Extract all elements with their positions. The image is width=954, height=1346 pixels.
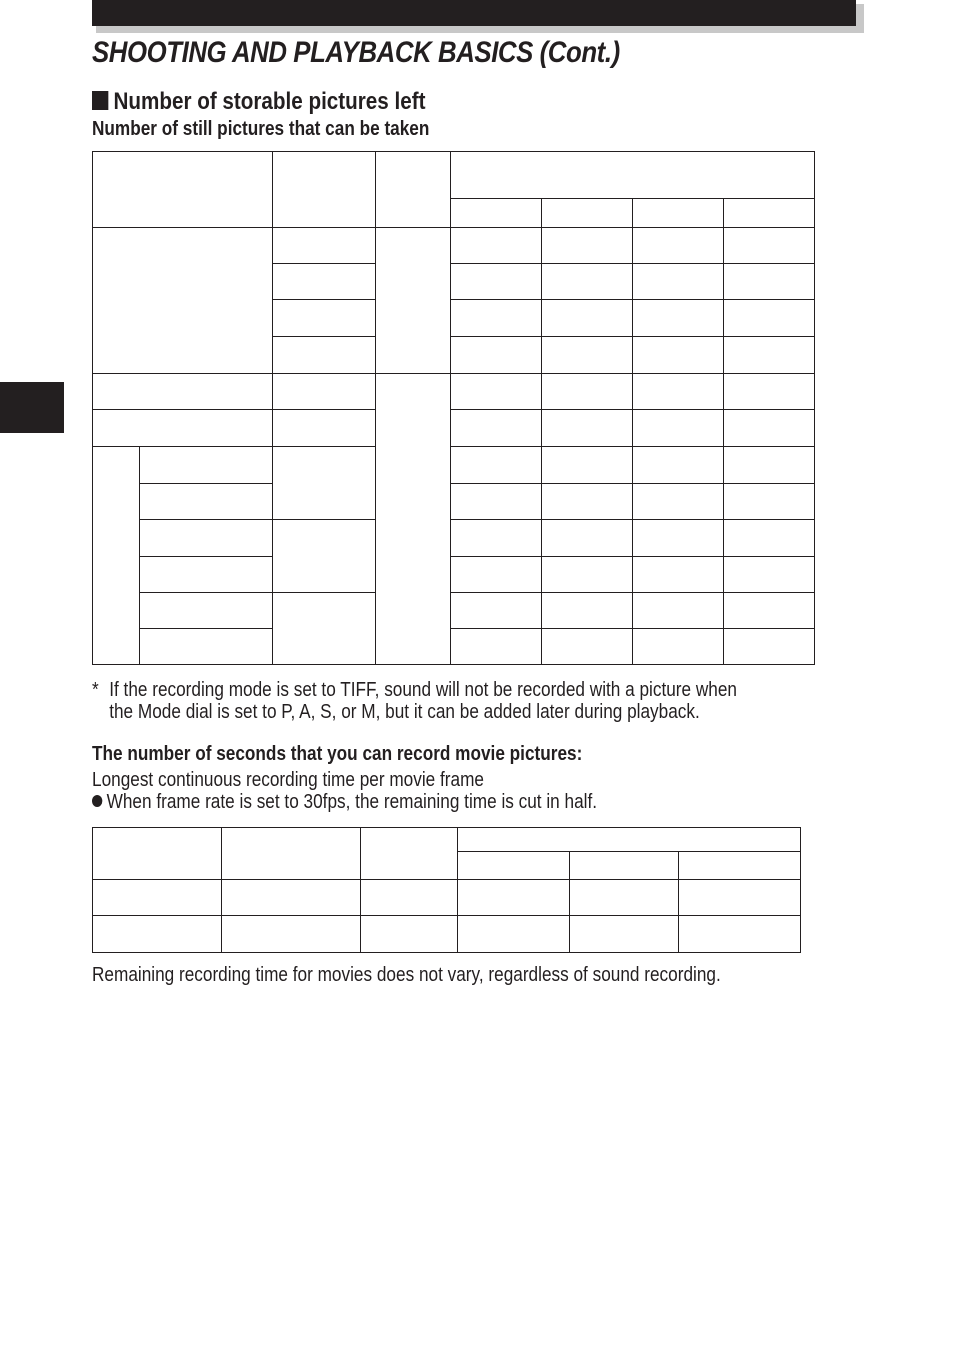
footnote [92,679,756,723]
table-rule [678,851,679,953]
footnote-marker: * [92,679,99,701]
table-rule [457,827,458,953]
section-heading-text: Number of storable pictures left [113,88,426,115]
header-bar-shadow-bottom [96,26,864,33]
table-rule [92,952,801,953]
table-rule [632,198,633,665]
table-rule [451,628,814,629]
table-rule [92,827,93,953]
movie-heading: The number of seconds that you can record movie pictures: [92,743,583,765]
footnote-line-1 [92,679,756,701]
table-rule [92,879,801,880]
footnote-text-1: If the recording mode is set to TIFF, sound will not be recorded with a picture when [109,679,737,701]
table-rule [273,336,375,337]
header-bar [92,0,856,26]
table-rule [92,409,375,410]
section-subheading: Number of still pictures that can be taken [92,118,430,140]
table-rule [140,483,272,484]
square-bullet-icon [92,91,108,110]
movie-bullet-text: When frame rate is set to 30fps, the remaining time is cut in half. [106,791,598,813]
chapter-tab [0,382,64,433]
table-rule [92,664,815,665]
table-rule [140,592,376,593]
table-rule [451,299,814,300]
table-rule [221,827,222,953]
table-rule [272,446,273,665]
table-rule [814,151,815,665]
table-rule [569,851,570,953]
table-rule [451,483,814,484]
table-rule [451,409,814,410]
table-rule [92,373,815,374]
table-rule [92,151,815,152]
table-rule [451,519,814,520]
table-rule [451,263,814,264]
movie-footer-note: Remaining recording time for movies does not vary, regardless of sound recording. [92,964,721,986]
table-rule [723,198,724,665]
page-title: SHOOTING AND PLAYBACK BASICS (Cont.) [92,36,620,69]
table-rule [800,827,801,953]
bullet-icon [92,795,102,807]
table-rule [92,446,375,447]
footnote-line-2: the Mode dial is set to P, A, S, or M, but it can be added later during playback. [109,701,700,723]
table-rule [140,628,272,629]
table-rule [273,299,375,300]
table-rule [92,915,801,916]
table-rule [92,827,801,828]
table-rule [140,556,272,557]
table-rule [451,336,814,337]
movie-time-table [92,827,801,953]
table-rule [451,446,814,447]
section-heading [92,88,425,116]
table-rule [140,519,376,520]
table-rule [360,827,361,953]
movie-description: Longest continuous recording time per movie frame [92,769,484,791]
table-rule [375,151,376,665]
table-rule [450,151,451,665]
table-rule [92,227,815,228]
table-rule [273,263,375,264]
movie-bullet [92,791,597,814]
table-rule [92,151,93,665]
table-rule [457,851,800,852]
table-rule [451,592,814,593]
still-pictures-table [92,151,815,665]
table-rule [541,198,542,665]
table-rule [451,556,814,557]
